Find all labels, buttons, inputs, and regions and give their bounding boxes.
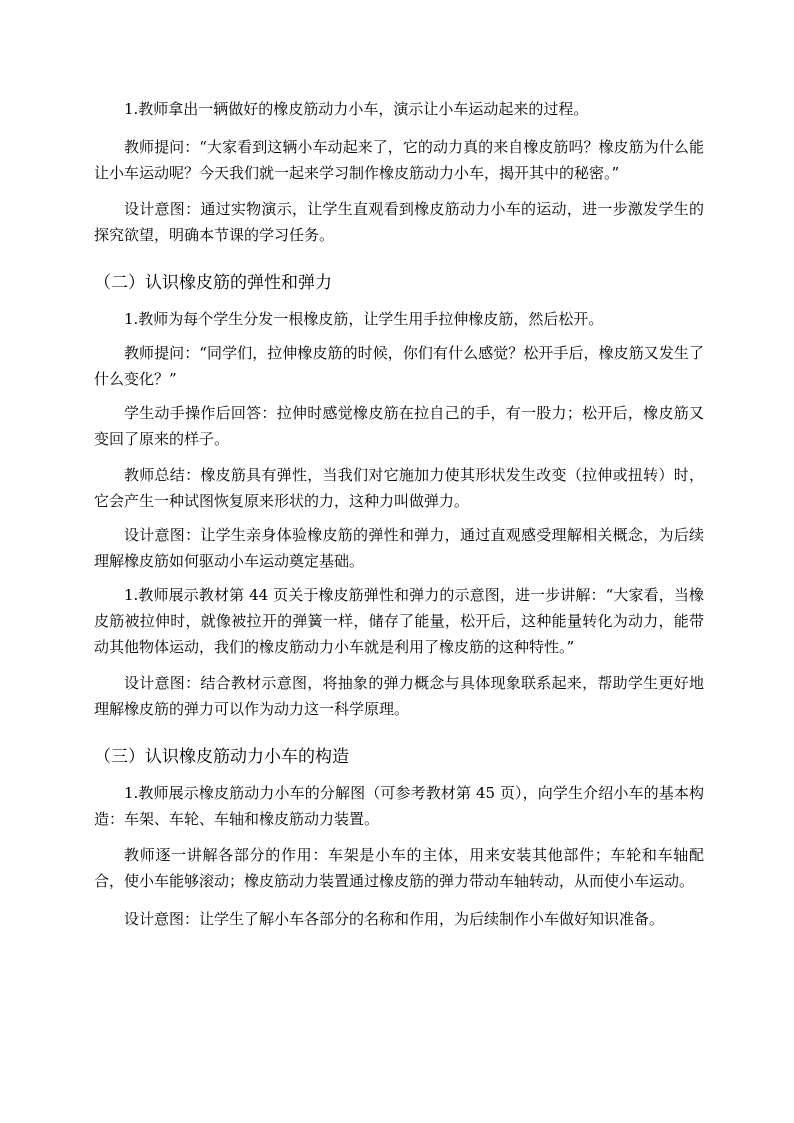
- paragraph: 1.教师展示橡皮筋动力小车的分解图（可参考教材第 45 页），向学生介绍小车的基本构造：车架、车轮、车轴和橡皮筋动力装置。: [94, 784, 704, 828]
- paragraph: 教师提问：“大家看到这辆小车动起来了，它的动力真的来自橡皮筋吗？橡皮筋为什么能让小车运动呢？今天我们就一起来学习制作橡皮筋动力小车，揭开其中的秘密。”: [94, 138, 704, 182]
- paragraph: 设计意图：让学生亲身体验橡皮筋的弹性和弹力，通过直观感受理解相关概念，为后续理解橡皮筋如何驱动小车运动奠定基础。: [94, 526, 704, 570]
- paragraph: 1.教师拿出一辆做好的橡皮筋动力小车，演示让小车运动起来的过程。: [124, 100, 589, 118]
- paragraph: 1.教师展示教材第 44 页关于橡皮筋弹性和弹力的示意图，进一步讲解：“大家看，当橡皮筋被拉伸时，就像被拉开的弹簧一样，储存了能量，松开后，这种能量转化为动力，能带动其他物体运动，我们的橡皮筋动力小车就是利用了橡皮筋的这种特性。”: [94, 586, 704, 656]
- paragraph: 教师总结：橡皮筋具有弹性，当我们对它施加力使其形状发生改变（拉伸或扭转）时，它会产生一种试图恢复原来形状的力，这种力叫做弹力。: [94, 466, 704, 510]
- paragraph: 1.教师为每个学生分发一根橡皮筋，让学生用手拉伸橡皮筋，然后松开。: [124, 310, 604, 328]
- paragraph: 学生动手操作后回答：拉伸时感觉橡皮筋在拉自己的手，有一股力；松开后，橡皮筋又变回了原来的样子。: [94, 404, 704, 448]
- paragraph: 设计意图：通过实物演示，让学生直观看到橡皮筋动力小车的运动，进一步激发学生的探究欲望，明确本节课的学习任务。: [94, 200, 704, 244]
- section-heading: （三）认识橡皮筋动力小车的构造: [94, 747, 349, 767]
- document-body: [94, 96, 704, 932]
- section-heading: （二）认识橡皮筋的弹性和弹力: [94, 273, 332, 293]
- paragraph: 设计意图：结合教材示意图，将抽象的弹力概念与具体现象联系起来，帮助学生更好地理解橡皮筋的弹力可以作为动力这一科学原理。: [94, 674, 704, 718]
- paragraph: 教师逐一讲解各部分的作用：车架是小车的主体，用来安装其他部件；车轮和车轴配合，使小车能够滚动；橡皮筋动力装置通过橡皮筋的弹力带动车轴转动，从而使小车运动。: [94, 846, 704, 890]
- paragraph: 设计意图：让学生了解小车各部分的名称和作用，为后续制作小车做好知识准备。: [124, 910, 665, 928]
- paragraph: 教师提问：“同学们，拉伸橡皮筋的时候，你们有什么感觉？松开手后，橡皮筋又发生了什么变化？”: [94, 344, 704, 388]
